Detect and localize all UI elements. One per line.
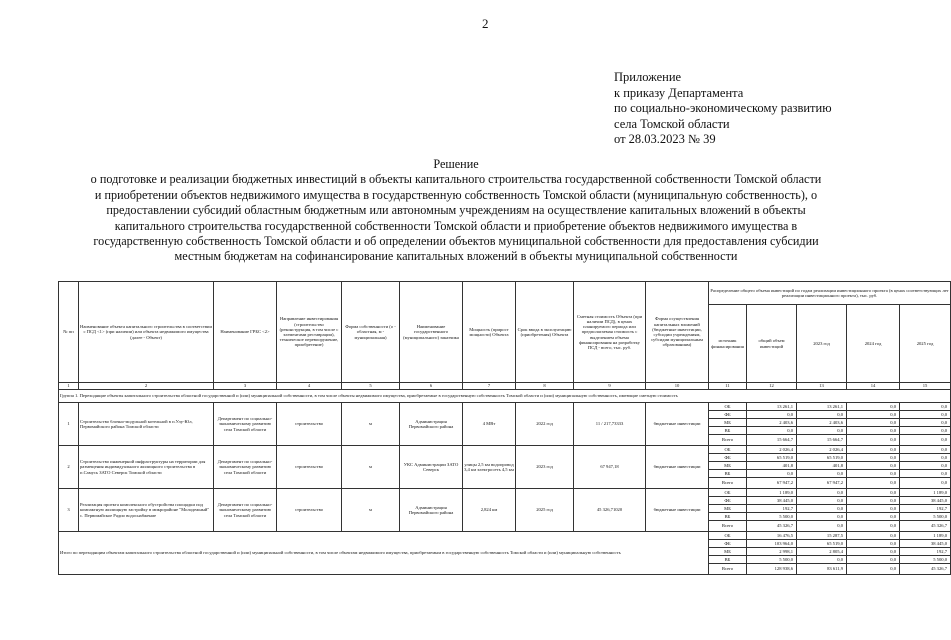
y2024-cell: 0,0: [847, 411, 900, 419]
y2025-cell: 0,0: [900, 454, 951, 462]
object-term: 2022 год: [516, 403, 574, 446]
column-number: 4: [277, 383, 342, 390]
column-number: 7: [463, 383, 516, 390]
source-cell: МБ: [709, 505, 747, 513]
source-cell: Всего: [709, 478, 747, 489]
document-title: [40, 157, 872, 265]
y2024-cell: 0,0: [847, 540, 900, 548]
total-cell: 0,0: [747, 427, 797, 435]
total-label: Итого по переходящим объектам капитального строительства областной государственной и (или) муниципальной собственности, в том числе объектам недвижимого имущества, приобретаемым в государственную собственность Томской области и (или) муниципальную собственность: [59, 532, 709, 575]
y2023-cell: 0,0: [797, 411, 847, 419]
column-number: 5: [342, 383, 400, 390]
object-term: 2025 год: [516, 489, 574, 532]
total-cell: 1 189,0: [747, 489, 797, 497]
header-ownership: Форма собственности (о - областная, м - муниципальная): [342, 282, 400, 383]
source-cell: ОБ: [709, 532, 747, 540]
y2024-cell: 0,0: [847, 521, 900, 532]
header-sources: источник финансирования: [709, 305, 747, 383]
column-number: 3: [214, 383, 277, 390]
header-direction: Направление инвестирования (строительство (реконструкция, в том числе с элементами реставрации), техническое перевооружение, приобретение): [277, 282, 342, 383]
total-cell: 38 445,0: [747, 497, 797, 505]
source-cell: МБ: [709, 548, 747, 556]
header-no: № пп: [59, 282, 79, 383]
y2023-cell: 65 519,0: [797, 540, 847, 548]
page-number: 2: [482, 16, 489, 31]
y2024-cell: 0,0: [847, 454, 900, 462]
source-cell: ВБ: [709, 470, 747, 478]
y2024-cell: 0,0: [847, 470, 900, 478]
total-row: [59, 532, 951, 540]
total-cell: 2 403,6: [747, 419, 797, 427]
y2024-cell: 0,0: [847, 403, 900, 411]
object-number: 3: [59, 489, 79, 532]
appendix-line: Приложение: [614, 70, 682, 84]
y2023-cell: 15 664,7: [797, 435, 847, 446]
header-2024: 2024 год: [847, 305, 900, 383]
title-line: и приобретении объектов недвижимого имущества в государственную собственность Томской области (муниципальную собственность), о: [94, 187, 818, 202]
source-cell: ВБ: [709, 427, 747, 435]
y2024-cell: 0,0: [847, 548, 900, 556]
object-form: бюджетные инвестиции: [646, 489, 709, 532]
object-name: Строительство блочно-модульной котельной в п.Улу-Юл, Первомайского района Томской области: [79, 403, 214, 446]
title-line: местным бюджетам на софинансирование капитальных вложений в объекты муниципальной собственности: [174, 249, 738, 264]
total-cell: 5 500,0: [747, 556, 797, 564]
total-cell: 128 938,6: [747, 564, 797, 575]
y2024-cell: 0,0: [847, 497, 900, 505]
source-cell: ФБ: [709, 411, 747, 419]
column-number-row: [59, 383, 951, 390]
y2025-cell: 0,0: [900, 427, 951, 435]
object-number: 2: [59, 446, 79, 489]
y2025-cell: 45 326,7: [900, 521, 951, 532]
title-line: государственную собственность Томской области и об определении объектов муниципальной собственности для предоставления субсидии: [93, 234, 819, 249]
appendix-block: [614, 70, 832, 148]
header-grbs: Наименование ГРБС <2>: [214, 282, 277, 383]
y2025-cell: 1 189,0: [900, 532, 951, 540]
source-cell: ОБ: [709, 446, 747, 454]
header-row: [59, 282, 951, 305]
object-cost: 67 947,18: [574, 446, 646, 489]
title-line: Решение: [433, 157, 479, 171]
appendix-line: к приказу Департамента: [614, 85, 744, 100]
y2025-cell: 0,0: [900, 462, 951, 470]
object-form: бюджетные инвестиции: [646, 403, 709, 446]
group-text: Группа 1. Переходящие объекты капитального строительства областной государственной и (или) муниципальной собственности, в том числе объекты недвижимого имущества, приобретаемые в государственную собственность Томской области и (или) муниципальную собственность, имеющие сметную стоимость: [59, 390, 951, 403]
y2024-cell: 0,0: [847, 427, 900, 435]
y2024-cell: 0,0: [847, 505, 900, 513]
y2024-cell: 0,0: [847, 478, 900, 489]
source-cell: ВБ: [709, 556, 747, 564]
header-distribution: Распределение общего объема инвестиций по годам реализации инвестиционного проекта (в ценах соответствующих лет реализации инвестиционного проекта), тыс. руб.: [709, 282, 951, 305]
total-cell: 13 261,1: [747, 403, 797, 411]
source-cell: Всего: [709, 521, 747, 532]
object-direction: строительство: [277, 489, 342, 532]
y2023-cell: 2 026,4: [797, 446, 847, 454]
object-grbs: Департамент по социально-экономическому развитию села Томской области: [214, 489, 277, 532]
source-cell: ОБ: [709, 403, 747, 411]
object-direction: строительство: [277, 446, 342, 489]
y2025-cell: 0,0: [900, 446, 951, 454]
y2023-cell: 0,0: [797, 521, 847, 532]
source-cell: МБ: [709, 462, 747, 470]
y2025-cell: 0,0: [900, 403, 951, 411]
object-direction: строительство: [277, 403, 342, 446]
object-recipient: Администрация Первомайского района: [400, 403, 463, 446]
title-line: капитального строительства государственной собственности Томской области и приобретение объектов недвижимого имущества в: [114, 218, 798, 233]
y2023-cell: 2 805,4: [797, 548, 847, 556]
source-cell: Всего: [709, 564, 747, 575]
column-number: 10: [646, 383, 709, 390]
header-recipient: Наименование государственного (муниципального) заказчика: [400, 282, 463, 383]
y2023-cell: 0,0: [797, 427, 847, 435]
header-2025: 2025 год: [900, 305, 951, 383]
table-row: [59, 446, 951, 454]
appendix-line: от 28.03.2023 № 39: [614, 132, 716, 146]
object-grbs: Департамент по социально-экономическому развитию села Томской области: [214, 446, 277, 489]
y2025-cell: 1 189,0: [900, 489, 951, 497]
header-form: Форма осуществления капитальных вложений (бюджетные инвестиции, субсидии учреждениям, субсидии муниципальным образованиям): [646, 282, 709, 383]
object-capacity: 2,824 км: [463, 489, 516, 532]
header-term: Срок ввода в эксплуатацию (приобретения) Объекта: [516, 282, 574, 383]
y2023-cell: 0,0: [797, 513, 847, 521]
y2023-cell: 0,0: [797, 489, 847, 497]
column-number: 11: [709, 383, 747, 390]
y2024-cell: 0,0: [847, 446, 900, 454]
y2025-cell: 192,7: [900, 505, 951, 513]
object-cost: 45 326,71020: [574, 489, 646, 532]
object-grbs: Департамент по социально-экономическому развитию села Томской области: [214, 403, 277, 446]
y2023-cell: 0,0: [797, 470, 847, 478]
source-cell: МБ: [709, 419, 747, 427]
y2023-cell: 0,0: [797, 505, 847, 513]
y2024-cell: 0,0: [847, 513, 900, 521]
title-line: о подготовке и реализации бюджетных инвестиций в объекты капитального строительства государственной собственности Томской области: [90, 172, 822, 187]
y2024-cell: 0,0: [847, 462, 900, 470]
column-number: 8: [516, 383, 574, 390]
object-cost: 11 / 217,73333: [574, 403, 646, 446]
header-cost: Сметная стоимость Объекта (при наличии ПСД), в ценах планируемого периода или предполагаемая стоимость с выделением объема финансирования на разработку ПСД - всего, тыс. руб.: [574, 282, 646, 383]
source-cell: ФБ: [709, 454, 747, 462]
object-form: бюджетные инвестиции: [646, 446, 709, 489]
total-cell: 0,0: [747, 411, 797, 419]
column-number: 12: [747, 383, 797, 390]
y2023-cell: 65 519,0: [797, 454, 847, 462]
source-cell: Всего: [709, 435, 747, 446]
column-number: 14: [847, 383, 900, 390]
object-recipient: УКС Администрации ЗАТО Северск: [400, 446, 463, 489]
column-number: 6: [400, 383, 463, 390]
column-number: 1: [59, 383, 79, 390]
column-number: 15: [900, 383, 951, 390]
object-name: Строительство инженерной инфраструктуры на территории для размещения индивидуального жилищного строительства в п.Самусь ЗАТО Северск Томской области: [79, 446, 214, 489]
y2025-cell: 0,0: [900, 470, 951, 478]
y2025-cell: 5 500,0: [900, 513, 951, 521]
total-cell: 45 326,7: [747, 521, 797, 532]
total-cell: 192,7: [747, 505, 797, 513]
object-number: 1: [59, 403, 79, 446]
header-total: общий объем инвестиций: [747, 305, 797, 383]
column-number: 2: [79, 383, 214, 390]
investment-table: [58, 281, 951, 575]
y2025-cell: 0,0: [900, 435, 951, 446]
total-cell: 16 476,5: [747, 532, 797, 540]
y2023-cell: 0,0: [797, 497, 847, 505]
appendix-line: по социально-экономическому развитию: [614, 101, 832, 115]
source-cell: ФБ: [709, 540, 747, 548]
column-number: 9: [574, 383, 646, 390]
header-2023: 2023 год: [797, 305, 847, 383]
object-ownership: м: [342, 403, 400, 446]
column-number: 13: [797, 383, 847, 390]
table-row: [59, 489, 951, 497]
object-ownership: м: [342, 446, 400, 489]
y2025-cell: 38 445,0: [900, 540, 951, 548]
total-cell: 103 964,0: [747, 540, 797, 548]
y2025-cell: 0,0: [900, 478, 951, 489]
object-capacity: улицы 2,5 км водопровод 3,4 км электросеть 4,5 км: [463, 446, 516, 489]
y2025-cell: 0,0: [900, 419, 951, 427]
y2023-cell: 15 287,5: [797, 532, 847, 540]
y2023-cell: 67 947,2: [797, 478, 847, 489]
source-cell: ВБ: [709, 513, 747, 521]
source-cell: ФБ: [709, 497, 747, 505]
object-term: 2023 год: [516, 446, 574, 489]
y2025-cell: 38 445,0: [900, 497, 951, 505]
object-ownership: м: [342, 489, 400, 532]
total-cell: 5 500,0: [747, 513, 797, 521]
object-name: Реализация проекта комплексного обустройства площадки под компактную жилищную застройку в микрорайоне "Молодежный" с. Первомайское Радио водоснабжение: [79, 489, 214, 532]
y2023-cell: 0,0: [797, 556, 847, 564]
table-row: [59, 403, 951, 411]
total-cell: 0,0: [747, 470, 797, 478]
y2025-cell: 5 500,0: [900, 556, 951, 564]
y2023-cell: 13 261,1: [797, 403, 847, 411]
y2023-cell: 2 403,6: [797, 419, 847, 427]
total-cell: 65 519,0: [747, 454, 797, 462]
y2025-cell: 192,7: [900, 548, 951, 556]
y2024-cell: 0,0: [847, 564, 900, 575]
y2024-cell: 0,0: [847, 556, 900, 564]
total-cell: 67 947,2: [747, 478, 797, 489]
object-recipient: Администрация Первомайского района: [400, 489, 463, 532]
source-cell: ОБ: [709, 489, 747, 497]
total-cell: 2 026,4: [747, 446, 797, 454]
y2025-cell: 45 326,7: [900, 564, 951, 575]
group-row: [59, 390, 951, 403]
total-cell: 15 664,7: [747, 435, 797, 446]
y2024-cell: 0,0: [847, 532, 900, 540]
total-cell: 2 998,1: [747, 548, 797, 556]
total-cell: 401,8: [747, 462, 797, 470]
y2024-cell: 0,0: [847, 435, 900, 446]
y2024-cell: 0,0: [847, 419, 900, 427]
appendix-line: села Томской области: [614, 116, 730, 131]
y2023-cell: 401,8: [797, 462, 847, 470]
y2025-cell: 0,0: [900, 411, 951, 419]
header-capacity: Мощность (прирост мощности) Объекта: [463, 282, 516, 383]
header-name: Наименование объекта капитального строительства в соответствии с ПСД <1> (при наличии) или объекта недвижимого имущества (далее - Объект): [79, 282, 214, 383]
y2024-cell: 0,0: [847, 489, 900, 497]
y2023-cell: 83 611,9: [797, 564, 847, 575]
object-capacity: 4 МВт: [463, 403, 516, 446]
title-line: предоставлении субсидий областным бюджетным или автономным учреждениям на осуществление капитальных вложений в объекты: [106, 203, 806, 218]
